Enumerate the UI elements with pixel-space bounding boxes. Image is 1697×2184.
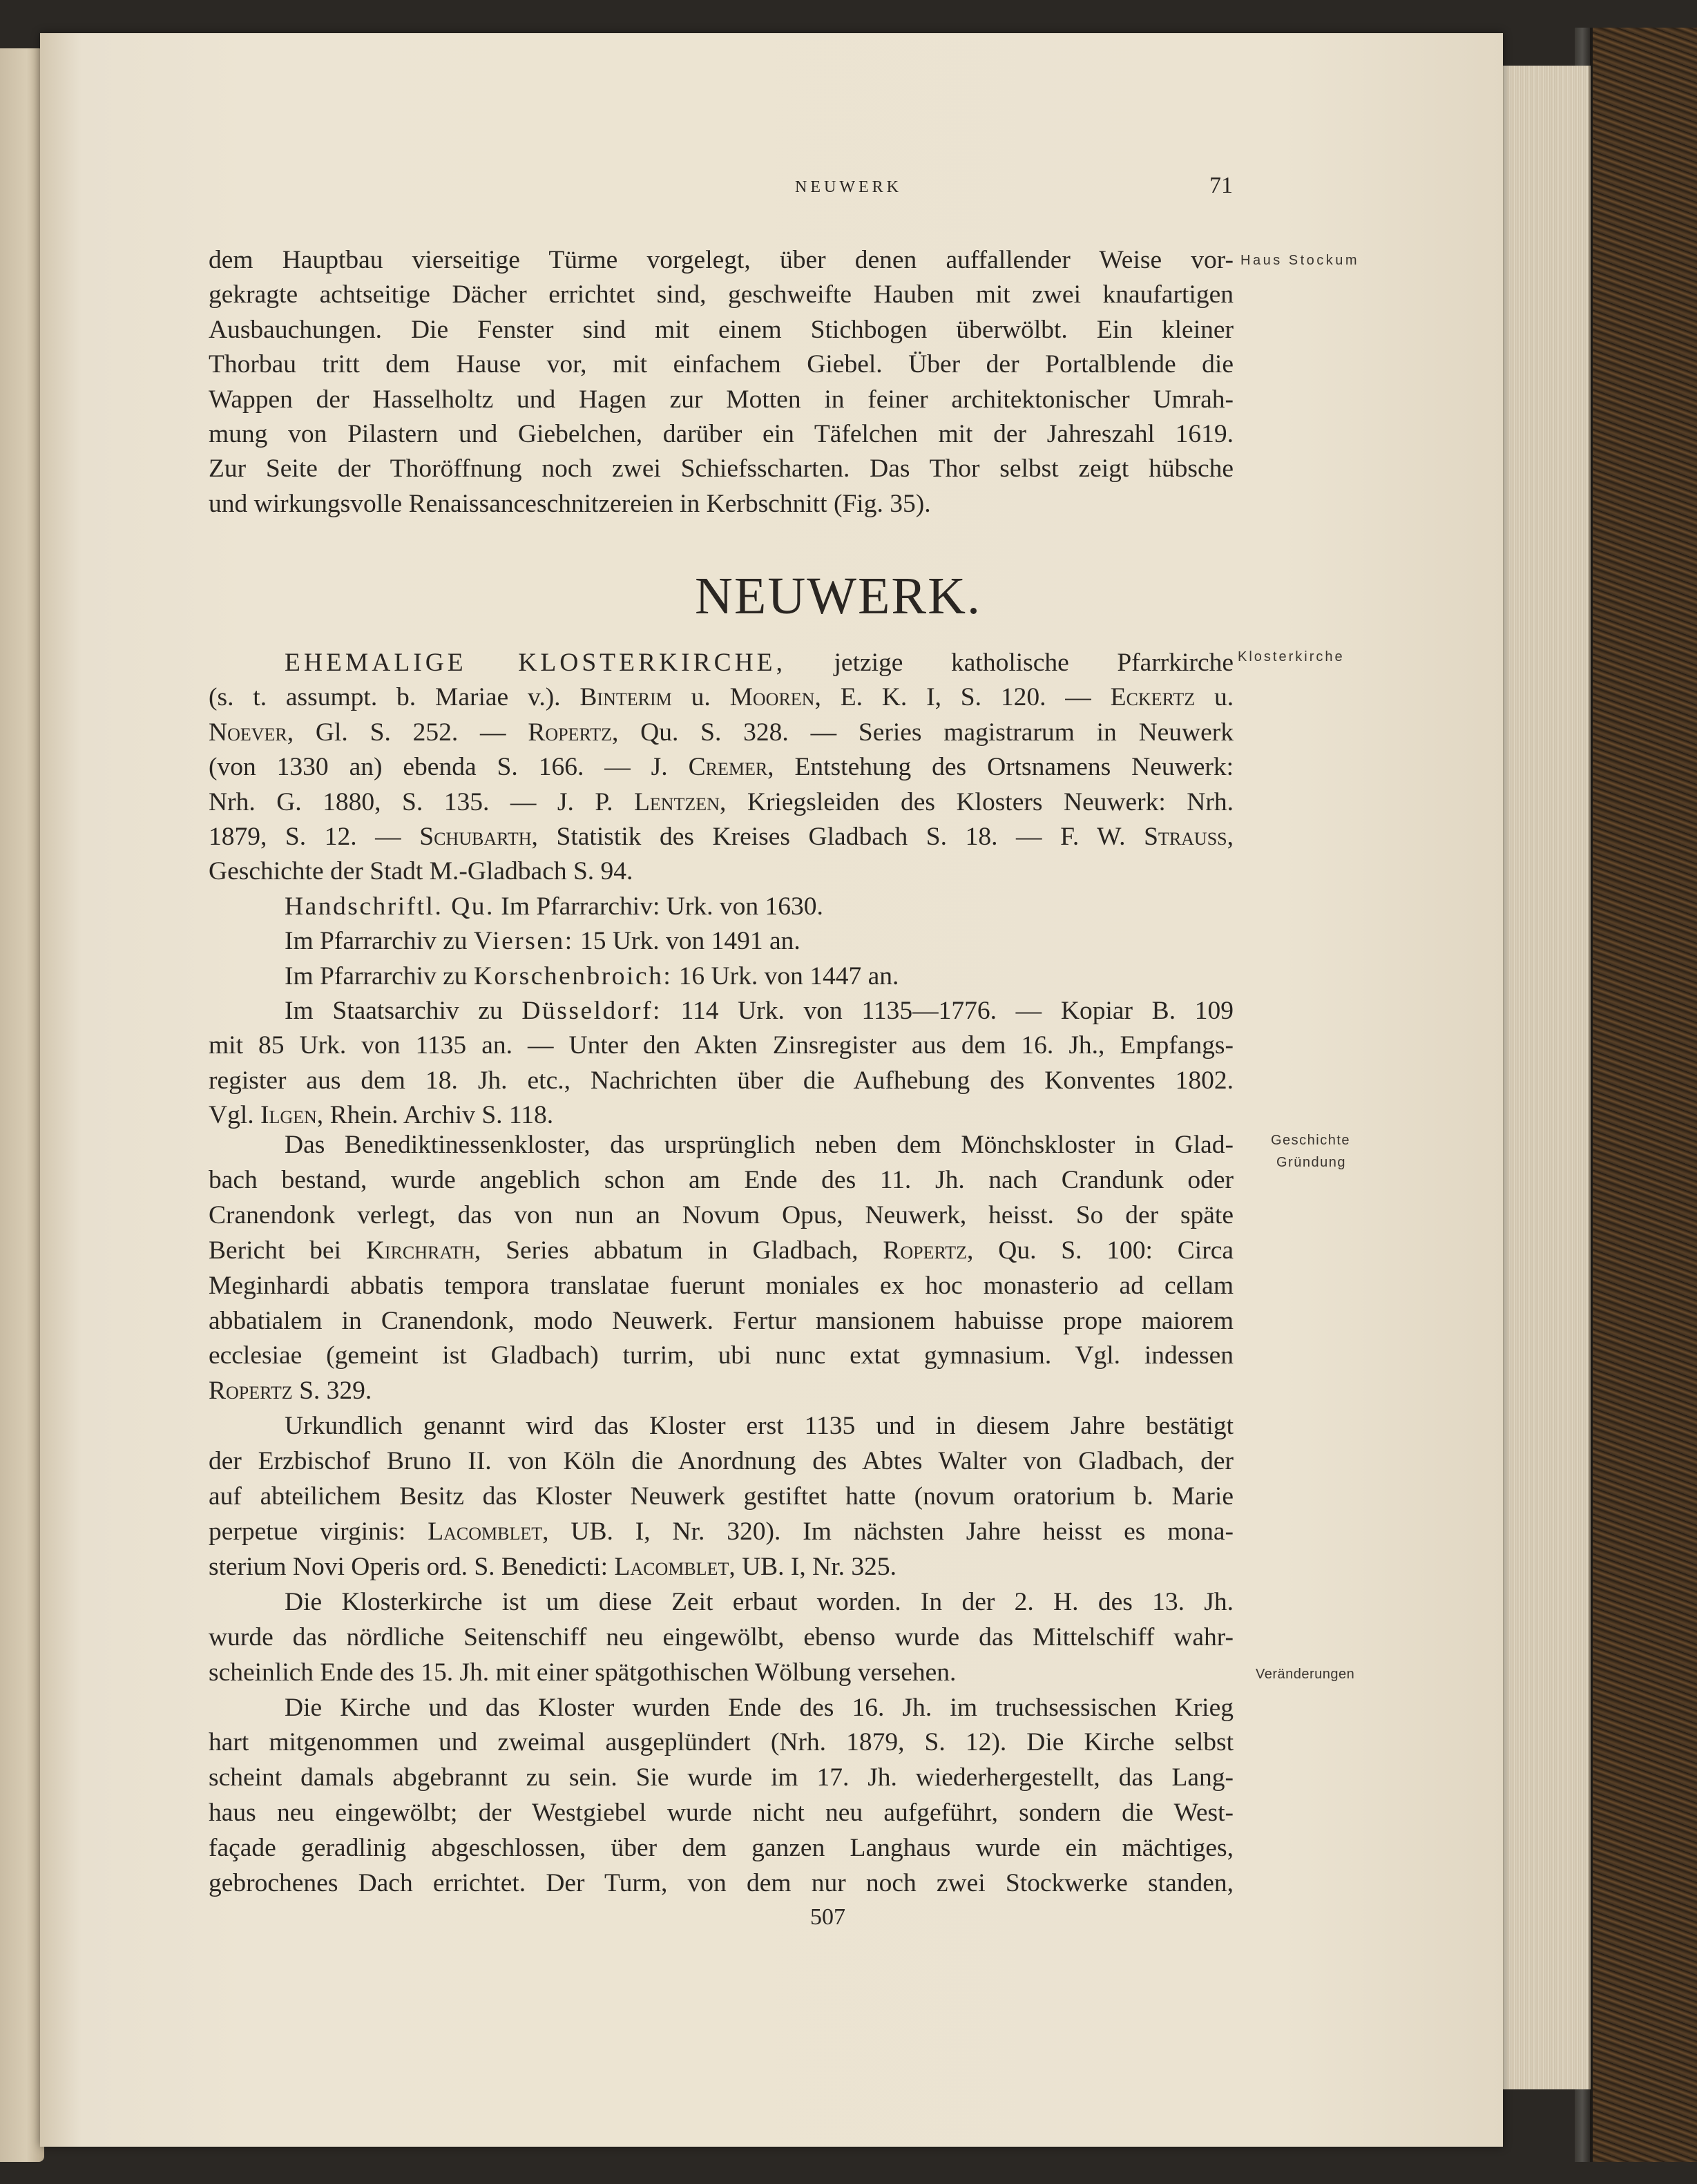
text-line: Die Klosterkirche ist um diese Zeit erbaut worden. In der 2. H. des 13. Jh. [285, 1587, 1234, 1616]
text-line: Cranendonk verlegt, das von nun an Novum Opus, Neuwerk, heisst. So der späte [209, 1200, 1234, 1229]
text-line [209, 924, 1234, 959]
text-line [209, 1515, 1234, 1550]
text-line: ecclesiae (gemeint ist Gladbach) turrim, ubi nunc extat gymnasium. Vgl. indessen [209, 1341, 1234, 1370]
text-line [209, 750, 1234, 785]
text-span: Qu. S. 100: Circa [998, 1236, 1234, 1265]
text-line [209, 1550, 1234, 1585]
text-span: Entstehung des Ortsnamens Neuwerk: [794, 753, 1234, 782]
text-line: Meginhardi abbatis tempora translatae fuerunt moniales ex hoc monasterio ad cellam [209, 1271, 1234, 1300]
text-span: Im Staatsarchiv zu [285, 997, 503, 1026]
paragraph-haus-stockum [209, 243, 1234, 521]
text-span: jetzige katholische Pfarrkirche [834, 649, 1234, 677]
text-line: Ausbauchungen. Die Fenster sind mit einem Stichbogen überwölbt. Ein kleiner [209, 315, 1234, 344]
text-span: Gl. S. 252. — [315, 718, 506, 747]
book-binding [1589, 28, 1697, 2162]
text-span: Rhein. Archiv S. 118. [329, 1101, 554, 1130]
text-span: (von 1330 an) ebenda S. 166. — J. [209, 753, 668, 782]
running-title: NEUWERK [795, 178, 902, 196]
section-heading: NEUWERK. [695, 567, 981, 625]
author-name: Schubarth, [419, 823, 538, 852]
text-line: bach bestand, wurde angeblich schon am Ende des 11. Jh. nach Crandunk oder [209, 1165, 1234, 1194]
text-line: Urkundlich genannt wird das Kloster erst 1135 und in diesem Jahre bestätigt [285, 1412, 1234, 1441]
text-line: und wirkungsvolle Renaissanceschnitzereien in Kerbschnitt (Fig. 35). [209, 489, 931, 518]
text-line: mung von Pilastern und Giebelchen, darüber ein Täfelchen mit der Jahreszahl 1619. [209, 420, 1234, 449]
text-span: u. [691, 683, 711, 712]
margin-note-haus-stockum: Haus Stockum [1240, 253, 1360, 268]
text-line: abbatialem in Cranendonk, modo Neuwerk. Fertur mansionem habuisse prope maiorem [209, 1306, 1234, 1335]
text-line: mit 85 Urk. von 1135 an. — Unter den Akten Zinsregister aus dem 16. Jh., Empfangs- [209, 1031, 1234, 1060]
place-name: Korschenbroich: [473, 961, 673, 990]
author-name: Noever, [209, 718, 294, 747]
author-name: Lentzen, [633, 787, 727, 816]
margin-note-geschichte: Geschichte [1271, 1133, 1351, 1148]
text-line: Die Kirche und das Kloster wurden Ende des 16. Jh. im truchsessischen Krieg [285, 1693, 1234, 1722]
text-line: haus neu eingewölbt; der Westgiebel wurde nicht neu aufgeführt, sondern die West- [209, 1799, 1234, 1828]
text-span: 16 Urk. von 1447 an. [678, 961, 899, 990]
text-span: 1879, S. 12. — [209, 823, 401, 852]
text-line [209, 785, 1234, 820]
author-name: Kirchrath, [365, 1236, 481, 1265]
text-line: wurde das nördliche Seitenschiff neu eingewölbt, ebenso wurde das Mittelschiff wahr- [209, 1622, 1234, 1651]
author-name: Ropertz [209, 1377, 293, 1406]
text-span: Kriegsleiden des Klosters Neuwerk: Nrh. [747, 787, 1234, 816]
text-span: sterium Novi Operis ord. S. Benedicti: [209, 1552, 608, 1581]
text-line [209, 646, 1234, 680]
text-line: register aus dem 18. Jh. etc., Nachrichten über die Aufhebung des Konventes 1802. [209, 1066, 1234, 1095]
text-line: gekragte achtseitige Dächer errichtet sind, geschweifte Hauben mit zwei knaufartigen [209, 280, 1234, 309]
text-span: Im Pfarrarchiv zu [285, 961, 468, 990]
text-span: Vgl. [209, 1101, 254, 1130]
signature-number: 507 [810, 1904, 845, 1930]
text-line [209, 1234, 1234, 1269]
author-name: Strauss, [1144, 823, 1234, 852]
left-page-edge [0, 48, 44, 2162]
text-line: Wappen der Hasselholtz und Hagen zur Motten in feiner architektonischer Umrah- [209, 385, 1234, 414]
author-name: Ilgen, [260, 1101, 324, 1130]
text-line [209, 890, 1234, 924]
text-line: dem Hauptbau vierseitige Türme vorgelegt, über denen auffallender Weise vor- [209, 246, 1234, 274]
text-span: 114 Urk. von 1135—1776. — Kopiar B. 109 [680, 997, 1234, 1026]
text-line: der Erzbischof Bruno II. von Köln die Anordnung des Abtes Walter von Gladbach, der [209, 1447, 1234, 1476]
text-span: Nrh. G. 1880, S. 135. — J. P. [209, 787, 613, 816]
text-line [209, 959, 1234, 994]
place-name: Düsseldorf: [521, 997, 662, 1026]
author-name: Ropertz, [528, 718, 619, 747]
text-span: S. 329. [299, 1377, 372, 1406]
author-name: Binterim [579, 683, 672, 712]
text-line [209, 820, 1234, 854]
title-spaced: EHEMALIGE KLOSTERKIRCHE, [285, 649, 786, 677]
text-line: auf abteilichem Besitz das Kloster Neuwerk gestiftet hatte (novum oratorium b. Marie [209, 1482, 1234, 1511]
text-span: Series abbatum in Gladbach, [506, 1236, 859, 1265]
text-line [209, 680, 1234, 715]
margin-note-gruendung: Gründung [1276, 1155, 1346, 1170]
text-span: UB. I, Nr. 325. [742, 1552, 897, 1581]
text-span: Bericht bei [209, 1236, 342, 1265]
text-span: Im Pfarrarchiv: Urk. von 1630. [501, 892, 823, 921]
text-line [209, 994, 1234, 1028]
text-line: Das Benediktinessenkloster, das ursprünglich neben dem Mönchskloster in Glad- [285, 1131, 1234, 1159]
text-line [209, 716, 1234, 750]
text-line: Zur Seite der Thoröffnung noch zwei Schiefsscharten. Das Thor selbst zeigt hübsche [209, 454, 1234, 483]
text-line: scheint damals abgebrannt zu sein. Sie wurde im 17. Jh. wiederhergestellt, das Lang- [209, 1763, 1234, 1792]
page-stack-edge [1492, 66, 1591, 2089]
text-span: (s. t. assumpt. b. Mariae v.). [209, 683, 561, 712]
text-line: façade geradlinig abgeschlossen, über dem ganzen Langhaus wurde ein mächtiges, [209, 1834, 1234, 1863]
text-span: u. [1214, 683, 1234, 712]
text-span: Qu. S. 328. — Series magistrarum in Neuwerk [640, 718, 1234, 747]
text-line: Geschichte der Stadt M.-Gladbach S. 94. [209, 857, 633, 886]
author-name: Cremer, [688, 753, 774, 782]
author-name: Ropertz, [883, 1236, 974, 1265]
text-line: scheinlich Ende des 15. Jh. mit einer spätgothischen Wölbung versehen. [209, 1658, 957, 1687]
text-span: Im Pfarrarchiv zu [285, 927, 468, 956]
text-line [209, 1374, 1234, 1409]
paragraph-literature [209, 646, 1234, 1133]
text-span: UB. I, Nr. 320). Im nächsten Jahre heisst es mona- [571, 1517, 1234, 1546]
author-name: Eckertz [1110, 683, 1196, 712]
text-line: hart mitgenommen und zweimal ausgeplündert (Nrh. 1879, S. 12). Die Kirche selbst [209, 1728, 1234, 1757]
margin-note-veraenderungen: Veränderungen [1256, 1667, 1355, 1682]
author-name: Mooren, [729, 683, 821, 712]
author-name: Lacomblet, [428, 1517, 549, 1546]
author-name: Lacomblet, [614, 1552, 736, 1581]
text-line: gebrochenes Dach errichtet. Der Turm, von dem nur noch zwei Stockwerke standen, [209, 1869, 1234, 1898]
text-line: Thorbau tritt dem Hause vor, mit einfachem Giebel. Über der Portalblende die [209, 350, 1234, 379]
text-span: perpetue virginis: [209, 1517, 406, 1546]
paragraph-history [209, 1128, 1234, 1902]
page-number: 71 [1209, 173, 1233, 198]
spaced-label: Handschriftl. Qu. [285, 892, 495, 921]
place-name: Viersen: [473, 927, 574, 956]
text-span: Statistik des Kreises Gladbach S. 18. — F. W. [556, 823, 1126, 852]
text-span: 15 Urk. von 1491 an. [580, 927, 800, 956]
text-span: E. K. I, S. 120. — [840, 683, 1091, 712]
margin-note-klosterkirche: Klosterkirche [1238, 649, 1345, 664]
